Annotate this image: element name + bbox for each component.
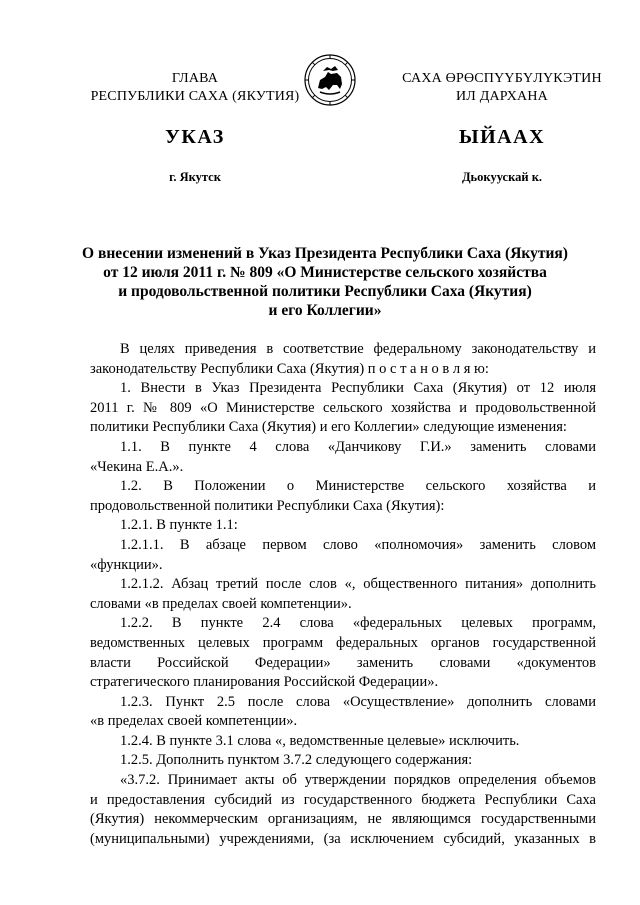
body-line: словами «в пределах своей компетенции». xyxy=(90,595,352,612)
body-line: В целях приведения в соответствие федеральному законодательству и xyxy=(120,341,596,357)
header-right-block xyxy=(392,70,612,106)
coat-of-arms-emblem xyxy=(304,54,356,106)
decree-title xyxy=(80,244,570,320)
body-line: 2011 г. № 809 «О Министерстве сельского хозяйства и продовольственной xyxy=(90,399,596,416)
title-line: и его Коллегии» xyxy=(268,302,382,319)
body-line: «3.7.2. Принимает акты об утверждении порядков определения объемов xyxy=(120,772,596,789)
body-line: законодательству Республики Саха (Якутия) п о с т а н о в л я ю: xyxy=(90,360,489,377)
body-line: 1. Внести в Указ Президента Республики Саха (Якутия) от 12 июля xyxy=(120,380,596,397)
title-line: и продовольственной политики Республики Саха (Якутия) xyxy=(118,283,532,300)
body-line: (Якутия) некоммерческим организациям, не являющимся государственными xyxy=(90,811,596,828)
decree-body xyxy=(90,340,596,849)
body-line: ведомственных целевых программ федеральных органов государственной xyxy=(90,634,596,651)
city-ru: г. Якутск xyxy=(169,170,221,184)
header-left-block xyxy=(80,70,310,106)
body-line: 1.2.1.2. Абзац третий после слов «, общественного питания» дополнить xyxy=(120,576,596,593)
body-line: 1.2.5. Дополнить пунктом 3.7.2 следующего содержания: xyxy=(120,752,473,769)
body-line: «в пределах своей компетенции». xyxy=(90,713,298,730)
document-kind-ru: УКАЗ xyxy=(165,126,225,148)
body-line: 1.2.3. Пункт 2.5 после слова «Осуществление» дополнить словами xyxy=(120,693,596,710)
body-line: 1.2.1. В пункте 1.1: xyxy=(120,517,238,534)
body-line: 1.2.4. В пункте 3.1 слова «, ведомственные целевые» исключить. xyxy=(120,732,520,749)
body-line: 1.2.1.1. В абзаце первом слово «полномочия» заменить словом xyxy=(120,536,596,553)
body-line: стратегического планирования Российской Федерации». xyxy=(90,674,439,691)
body-line: 1.2.2. В пункте 2.4 слова «федеральных целевых программ, xyxy=(120,615,596,632)
body-line: «Чекина Е.А.». xyxy=(90,458,184,475)
body-line: (муниципальными) учреждениями, (за исключением субсидий, указанных в xyxy=(90,830,596,847)
body-line: «функции». xyxy=(90,556,163,573)
header-right-line2: ИЛ ДАРХАНА xyxy=(455,89,548,104)
body-line: 1.1. В пункте 4 слова «Данчикову Г.И.» заменить словами xyxy=(120,438,596,455)
title-line: от 12 июля 2011 г. № 809 «О Министерстве сельского хозяйства xyxy=(103,264,547,281)
body-line: политики Республики Саха (Якутия) и его Коллегии» следующие изменения: xyxy=(90,419,567,436)
body-line: и предоставления субсидий из государственного бюджета Республики Саха xyxy=(90,791,596,808)
header-left-line1: ГЛАВА xyxy=(171,71,219,86)
header-left-line2: РЕСПУБЛИКИ САХА (ЯКУТИЯ) xyxy=(90,89,300,104)
city-sakha: Дьокуускай к. xyxy=(461,170,543,184)
document-kind-sakha: ЫЙААХ xyxy=(458,126,546,148)
header-right-line1: САХА ӨРӨСПҮҮБҮЛҮКЭТИН xyxy=(402,71,602,86)
body-line: 1.2. В Положении о Министерстве сельского хозяйства и xyxy=(120,478,596,495)
body-line: власти Российской Федерации» заменить словами «документов xyxy=(90,654,596,671)
title-line: О внесении изменений в Указ Президента Республики Саха (Якутия) xyxy=(82,245,568,262)
body-line: продовольственной политики Республики Саха (Якутия): xyxy=(90,497,445,514)
